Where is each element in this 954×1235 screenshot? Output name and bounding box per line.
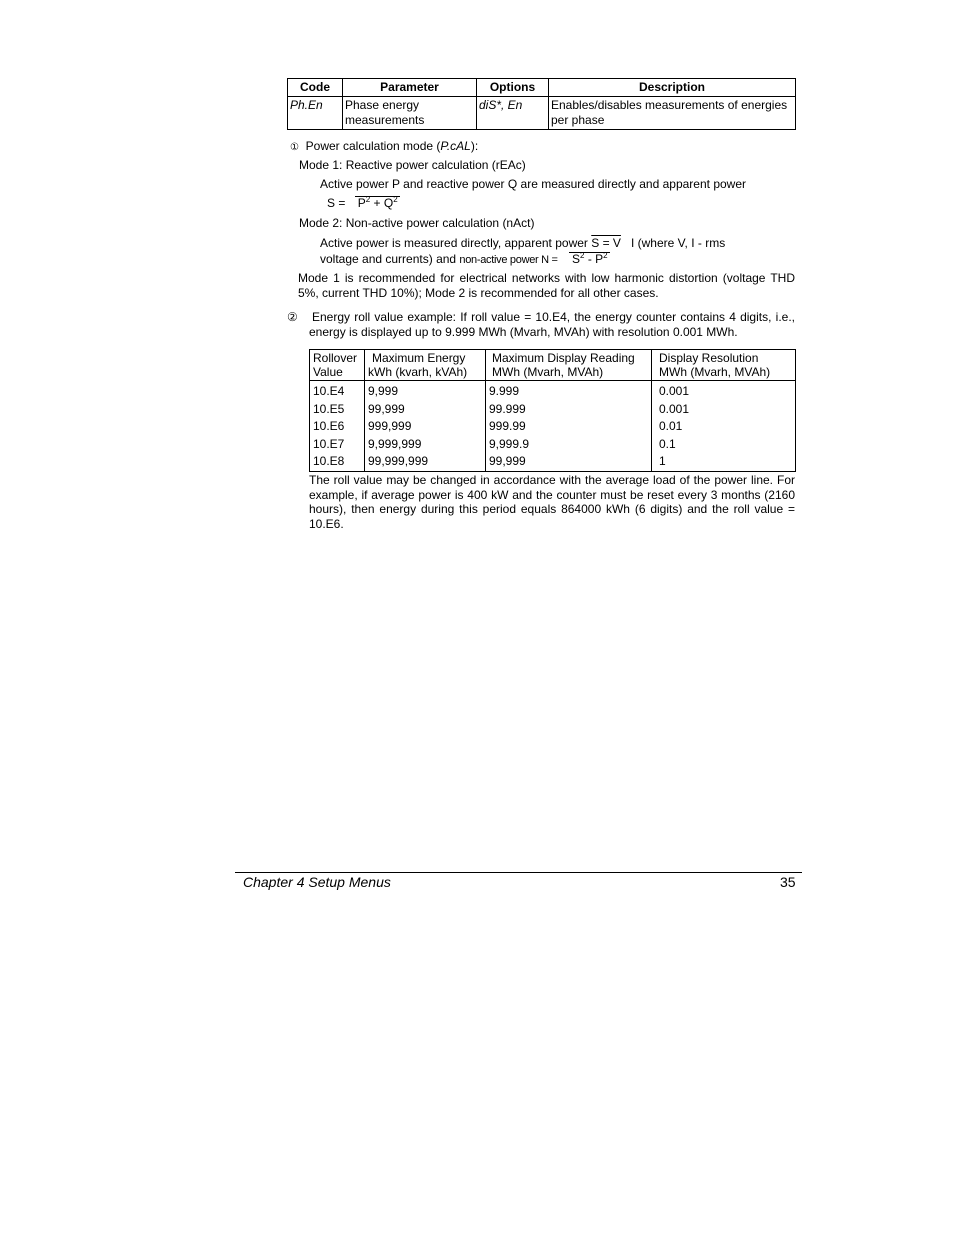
header-line: Maximum Energy xyxy=(372,351,466,365)
note2-text: Energy roll value example: If roll value = 10.E4, the energy counter contains 4 digits, i.e., energy is displayed up to 9.999 MWh (Mvarh, MVAh) with resolution 0.001 MWh. xyxy=(309,310,795,339)
exp: 2 xyxy=(393,195,398,204)
cell-code: Ph.En xyxy=(288,97,343,130)
mode2-line1-pre: Active power is measured directly, apparent power xyxy=(320,236,592,250)
cell-rollover: 10.E8 xyxy=(313,454,345,468)
table-row xyxy=(310,401,796,419)
mode2-line2-small: non-active power N = xyxy=(459,254,558,266)
cell-rollover: 10.E7 xyxy=(313,436,345,451)
table-row xyxy=(288,97,796,130)
header-line: Value xyxy=(313,365,343,379)
sqrt-icon xyxy=(355,196,400,210)
header-line: kWh (kvarh, kVAh) xyxy=(368,365,468,379)
header-line: MWh (Mvarh, MVAh) xyxy=(492,365,604,379)
cell-description: Enables/disables measurements of energies per phase xyxy=(549,97,796,130)
cell-max-energy: 99,999 xyxy=(365,401,486,419)
cell-resolution: 0.001 xyxy=(652,381,796,401)
table-row xyxy=(310,453,796,471)
header-parameter: Parameter xyxy=(343,79,477,97)
cell-max-energy: 999,999 xyxy=(365,418,486,436)
mode2-line2-pre: voltage and currents) and xyxy=(320,252,460,266)
page-number: 35 xyxy=(780,874,796,890)
mode2-formula-op: - P xyxy=(584,252,604,266)
mode-recommendation: Mode 1 is recommended for electrical networks with low harmonic distortion (voltage THD 5%, current THD 10%); Mode 2 is recommended for all other cases. xyxy=(298,271,795,300)
mode1-formula xyxy=(327,196,400,211)
table-row xyxy=(310,418,796,436)
rollover-table xyxy=(309,349,796,472)
mode1-formula-a: P xyxy=(357,196,366,210)
footer-chapter: Chapter 4 Setup Menus xyxy=(243,874,391,890)
cell-resolution: 0.001 xyxy=(652,401,796,419)
cell-parameter: Phase energy measurements xyxy=(343,97,477,130)
header-code: Code xyxy=(288,79,343,97)
cell-rollover: 10.E6 xyxy=(313,419,345,433)
table-row xyxy=(310,436,796,454)
cell-rollover: 10.E5 xyxy=(313,401,345,416)
note1-title-pre: Power calculation mode ( xyxy=(305,139,441,153)
parameter-table-header xyxy=(288,79,796,97)
header-max-display xyxy=(486,350,652,381)
mode2-line1-formula: S = V xyxy=(591,236,621,250)
exp: 2 xyxy=(603,251,608,260)
cell-max-energy: 9,999,999 xyxy=(365,436,486,454)
cell-max-energy: 9,999 xyxy=(365,381,486,401)
note2-marker-icon: ② xyxy=(287,310,298,324)
cell-max-display: 9,999.9 xyxy=(486,436,652,454)
mode2-formula-a: S xyxy=(572,252,581,266)
header-line: Rollover xyxy=(313,351,358,365)
header-rollover-value xyxy=(310,350,365,381)
cell-resolution: 1 xyxy=(652,453,796,471)
mode2-title: Mode 2: Non-active power calculation (nAct) xyxy=(299,216,535,230)
cell-options: diS*, En xyxy=(477,97,549,130)
exp: 2 xyxy=(365,195,371,204)
mode2-line2 xyxy=(320,252,610,268)
header-description: Description xyxy=(549,79,796,97)
cell-rollover: 10.E4 xyxy=(313,384,345,398)
mode1-formula-op: + Q xyxy=(370,196,394,210)
header-options: Options xyxy=(477,79,549,97)
rollover-table-header xyxy=(310,350,796,381)
cell-max-display: 9.999 xyxy=(486,381,652,401)
note1-marker-icon: ① xyxy=(290,142,299,153)
table-row xyxy=(310,381,796,401)
cell-max-display: 999.99 xyxy=(486,418,652,436)
note1-title xyxy=(290,139,478,155)
header-line: MWh (Mvarh, MVAh) xyxy=(659,365,771,379)
cell-max-energy: 99,999,999 xyxy=(365,453,486,471)
mode1-formula-lhs: S = xyxy=(327,196,346,210)
note1-title-code: P.cAL xyxy=(440,139,471,153)
header-line: Maximum Display Reading xyxy=(492,351,635,365)
note1-title-post: ): xyxy=(470,139,479,153)
cell-resolution: 0.1 xyxy=(652,436,796,454)
sqrt-icon xyxy=(569,252,610,266)
header-max-energy xyxy=(365,350,486,381)
mode2-line1 xyxy=(320,236,725,251)
parameter-table xyxy=(287,78,796,130)
header-display-resolution xyxy=(652,350,796,381)
roll-value-explanation: The roll value may be changed in accordance with the average load of the power line. For example, if average power is 400 kW and the counter must be reset every 3 months (2160 hours), then energy during this period equals 864000 kWh (6 digits) and the roll value = 10.E6. xyxy=(309,473,795,531)
mode1-title: Mode 1: Reactive power calculation (rEAc) xyxy=(299,158,526,172)
mode1-text: Active power P and reactive power Q are measured directly and apparent power xyxy=(320,177,747,191)
cell-max-display: 99.999 xyxy=(486,401,652,419)
cell-resolution: 0.01 xyxy=(652,418,796,436)
exp: 2 xyxy=(580,251,585,260)
footer-divider xyxy=(235,872,802,873)
header-line: Display Resolution xyxy=(659,351,759,365)
mode2-line1-post: I (where V, I - rms xyxy=(630,236,726,250)
cell-max-display: 99,999 xyxy=(486,453,652,471)
